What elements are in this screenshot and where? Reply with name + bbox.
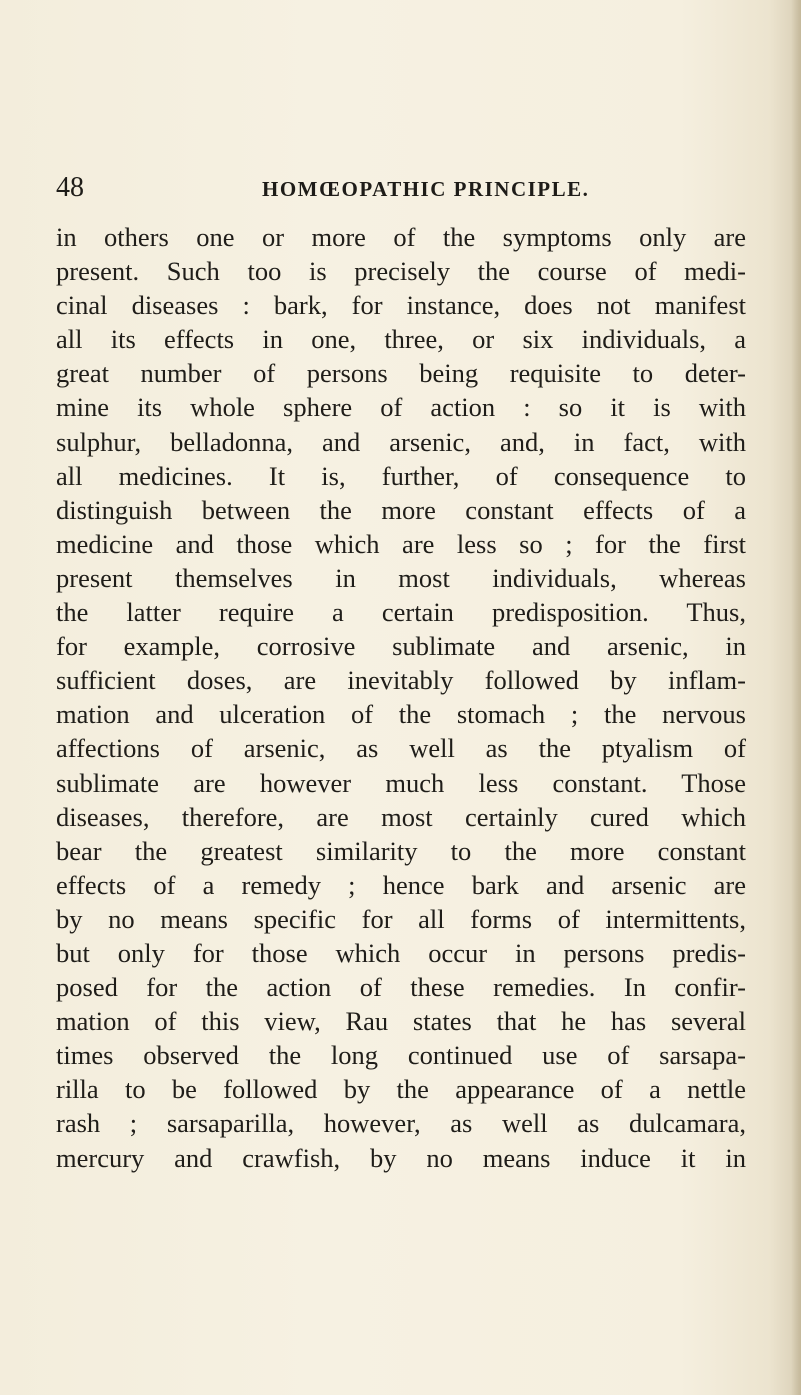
text-line: diseases, therefore, are most certainly cured which xyxy=(56,801,746,832)
text-line: all medicines. It is, further, of consequence to xyxy=(56,460,746,491)
text-line: sublimate are however much less constant. Those xyxy=(56,767,746,798)
text-line: bear the greatest similarity to the more constant xyxy=(56,835,746,866)
body-paragraph xyxy=(56,220,746,1175)
text-line: distinguish between the more constant effects of a xyxy=(56,494,746,525)
text-line: rash ; sarsaparilla, however, as well as dulcamara, xyxy=(56,1108,746,1139)
text-line: medicine and those which are less so ; for the first xyxy=(56,528,746,559)
text-line: mation of this view, Rau states that he has several xyxy=(56,1006,746,1037)
text-line: posed for the action of these remedies. In confir- xyxy=(56,972,746,1003)
text-line: sulphur, belladonna, and arsenic, and, in fact, with xyxy=(56,426,746,457)
page-number: 48 xyxy=(56,172,84,203)
text-line: in others one or more of the symptoms only are xyxy=(56,222,746,252)
text-line: mation and ulceration of the stomach ; the nervous xyxy=(56,699,746,730)
page-header xyxy=(56,170,756,206)
text-line: all its effects in one, three, or six individuals, a xyxy=(56,324,746,355)
text-line: present. Such too is precisely the course of medi- xyxy=(56,256,746,287)
text-line: present themselves in most individuals, whereas xyxy=(56,562,746,593)
running-head: HOMŒOPATHIC PRINCIPLE. xyxy=(262,177,590,201)
page-edge-shadow xyxy=(791,0,801,1395)
text-line: mercury and crawfish, by no means induce it in xyxy=(56,1142,746,1173)
text-line: the latter require a certain predisposition. Thus, xyxy=(56,597,746,628)
text-line: mine its whole sphere of action : so it is with xyxy=(56,392,746,423)
text-line: but only for those which occur in persons predis- xyxy=(56,937,746,968)
text-line: affections of arsenic, as well as the ptyalism of xyxy=(56,733,746,764)
text-line: rilla to be followed by the appearance of a nettle xyxy=(56,1074,746,1105)
text-line: sufficient doses, are inevitably followed by inflam- xyxy=(56,665,746,696)
text-line: for example, corrosive sublimate and arsenic, in xyxy=(56,631,746,662)
text-line: times observed the long continued use of sarsapa- xyxy=(56,1040,746,1071)
text-line: great number of persons being requisite to deter- xyxy=(56,358,746,389)
text-line: cinal diseases : bark, for instance, does not manifest xyxy=(56,290,746,321)
text-line: effects of a remedy ; hence bark and arsenic are xyxy=(56,869,746,900)
text-line: by no means specific for all forms of intermittents, xyxy=(56,903,746,934)
